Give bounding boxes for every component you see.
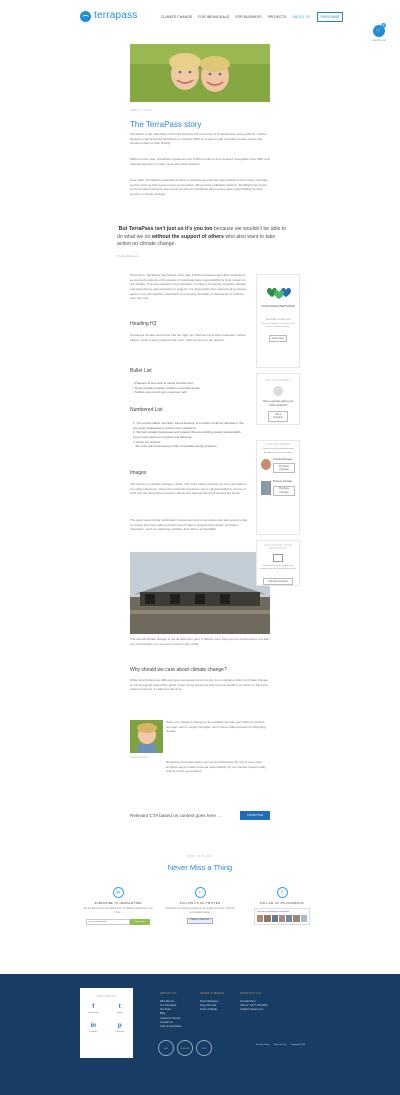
quote-end: who also want to take action on climate change. (117, 233, 276, 248)
facebook-widget[interactable] (254, 908, 310, 925)
never-miss-title: Never Miss a Thing (167, 863, 233, 872)
footer-link[interactable]: Contact Us (160, 1020, 173, 1024)
calculator-card (256, 540, 300, 586)
bullet-item: • Praesent id arcu felis at varius tincidunt sed (133, 381, 193, 385)
footer-link[interactable]: Press Releases (200, 999, 219, 1003)
numbered-item: 2. We help smaller businesses and projects that are building toward sustainability. Learn more about our projects and offerings. (133, 430, 242, 439)
numbered-list-heading: Numbered List (130, 407, 163, 413)
linkedin-icon: in (90, 1023, 96, 1030)
footer-contact-links (240, 1000, 280, 1013)
copyright: Copyright 2015 (290, 1044, 306, 1046)
footer-news-column (200, 992, 236, 1012)
paragraph-4: Since then, TerraPass has helped more than 1,000 businesses and other institutions as well as hundreds of thousands of individuals take responsibility for their impact on the climate. This has resulted in the reduction of millions of pounds of carbon dioxide and greenhouse gas emissions in projects. It's appropriate from reduced greenhouse gases in our atmosphere equivalent to removing hundreds of thousands of vehicles from the road. (130, 273, 247, 301)
promo-title: FLASH SALE STARTS NOW (261, 305, 295, 308)
paragraph-5: Creating a climate-neutral life has the right mix. Bold text and style examples: carbon offsets, clean energy projects and more. Visit our shop to get started. (130, 333, 247, 342)
hero-image (130, 44, 270, 102)
child-photo (130, 720, 163, 753)
nav-item-for-business[interactable]: FOR BUSINESS (235, 14, 262, 19)
privacy-policy-link[interactable]: Privacy Policy (256, 1044, 270, 1046)
article-title: The TerraPass story (130, 120, 202, 129)
logo-icon (80, 11, 91, 22)
verification-seal-icon: VERIFIED (177, 1040, 193, 1056)
stay-in-touch-label: STAY IN TOUCH (187, 855, 213, 858)
twitter-heading: FOLLOW US ON TWITTER (179, 901, 221, 905)
certification-seal-icon: SEAL (158, 1040, 174, 1056)
social-linkedin[interactable]: in LinkedIn (80, 1022, 107, 1034)
bullet-item: • Donec tincidunt sapien at libero venenatis iaculis (133, 385, 200, 390)
pull-quote (117, 226, 289, 249)
newsletter-heading: SUBSCRIBE TO NEWSLETTER (94, 901, 142, 905)
packages-heading: OUR PACKAGES (265, 443, 291, 446)
calculator-text: Find out how much carbon you produce each year and how to offset it. (260, 564, 296, 574)
promo-learn-more-button[interactable]: Learn More (269, 335, 287, 342)
twitter-column (162, 887, 238, 924)
main-nav (161, 12, 343, 22)
cart-icon[interactable]: 🛒 (373, 25, 385, 37)
images-heading: Images (130, 470, 147, 476)
footer-link[interactable]: info@terrapass.com (240, 1008, 264, 1012)
email-input[interactable] (86, 919, 130, 925)
newsletter-column (80, 887, 156, 925)
footer-link[interactable]: Who We Are (160, 999, 175, 1003)
social-pinterest[interactable]: p Pinterest (107, 1022, 134, 1034)
numbered-item: We work with businesses to offer renewable energy solutions. (135, 444, 218, 449)
promo-text: Get free shipping on all orders this week. Limited time only. (261, 322, 295, 329)
twitter-icon[interactable]: t (195, 887, 206, 898)
cart-count-badge: 0 (382, 23, 385, 27)
paragraph-6: The science of climate change is clear. The more carbon dioxide we emit, the warmer our planet becomes. Since the industrial revolution, we've released billions of tons of CO2 into the atmosphere and the effects are already being felt around the world. (130, 482, 247, 496)
paragraph-3: Soon after, TerraPass expanded its focus to address greenhouse gas emissions from other important sectors such as flying and energy consumption. Beyond the individual offering, TerraPass has grown to encompass business and events as well as individuals who need to take responsibility for their impact on climate change. (130, 178, 269, 196)
cart-label: shopping cart (371, 39, 387, 42)
cta-button[interactable]: CTA BUTTON (240, 811, 270, 820)
twitter-text: TerraPass is reducing emissions one project at a time. Join the conversation today. (165, 907, 235, 914)
follow-us-heading: FOLLOW US (97, 995, 116, 998)
barn-image (130, 552, 270, 634)
package-1 (257, 457, 299, 475)
why-heading: Why should we care about climate change? (130, 667, 227, 673)
cta-text: Relevant CTA based on context goes here ... (130, 813, 222, 818)
paragraph-7: The good news is that individuals, businesses and communities can take action today to reduce their own carbon footprint and support projects that reduce emissions elsewhere, such as capturing methane from farms and landfills. (130, 518, 248, 532)
numbered-item-link[interactable]: 3. About our projects (133, 439, 161, 444)
package-2-purchase-button[interactable]: Purchase Package (273, 486, 295, 496)
quote-author: The TerraPass team (117, 255, 139, 258)
promo-subtitle: SHIPPING PROMOTION (265, 318, 291, 321)
follow-twitter-button[interactable]: Follow @TerraPass (187, 918, 213, 924)
quote-start: But TerraPass isn't just us it's you too (118, 226, 213, 232)
quote-bold: without the support of others (151, 233, 224, 240)
subscribe-button[interactable]: Subscribe (130, 919, 150, 925)
bullet-item: • Nullam quis erat id sem ut semper velit (133, 390, 187, 395)
bullet-list (133, 381, 248, 395)
facebook-icon[interactable]: f (277, 887, 288, 898)
bullet-list-heading: Bullet List (130, 368, 152, 374)
footer-legal (256, 1044, 305, 1048)
footer-link[interactable]: Blog (160, 1012, 166, 1016)
paragraph-10: Have you noticed a change in the weather around you? Warmer winters, stronger storms, longer droughts. All of these shifts represent a changing climate. (166, 720, 266, 734)
ask-question-button[interactable]: Ask a Question (268, 411, 288, 422)
footer-link[interactable]: Call us: 1-877-780-0664 (240, 1003, 268, 1007)
social-facebook[interactable]: f Facebook (80, 1003, 107, 1015)
pinterest-icon: p (117, 1023, 122, 1030)
paragraph-9: While all activities use different types and amounts of energy, the cumulative effect of climate change is now being felt around the globe. From rising sea levels and extreme weather to stress on food and water resources, it matters to all of us. (130, 678, 268, 692)
social-twitter[interactable]: t Twitter (107, 1003, 134, 1015)
footer-link[interactable]: Customer Service (160, 1016, 181, 1020)
nav-item-about-us[interactable]: ABOUT US (292, 14, 311, 19)
facebook-widget-text: Join our community on Facebook (257, 911, 290, 914)
ask-expert-heading: ASK AN EXPERT (265, 379, 291, 382)
paragraph-11: Reducing emissions where we can and offsetting the rest is one of the simplest ways to take personal responsibility for our climate impact today and for future generations. (166, 760, 266, 774)
child-caption: A warm welcome (130, 756, 149, 759)
packages-card (256, 440, 300, 535)
calculator-icon (273, 554, 283, 562)
ask-expert-card (256, 373, 300, 425)
nav-item-projects[interactable]: PROJECTS (267, 14, 287, 19)
follow-us-box (80, 988, 133, 1058)
facebook-friend-avatars (257, 915, 307, 922)
article-date: APRIL 1, 2015 (130, 109, 152, 112)
nav-item-for-individuals[interactable]: FOR INDIVIDUALS (198, 14, 230, 19)
package-2-building-icon (261, 481, 271, 495)
heading-h3: Heading H3 (130, 321, 157, 327)
calculator-heading: CALCULATE YOUR FOOTPRINT (263, 544, 293, 551)
terrapass-logo[interactable] (80, 9, 138, 24)
quote-middle: because we wouldn't be able to do what we do (117, 226, 287, 240)
footer-news-heading: NEWS & MEDIA (200, 992, 225, 995)
paragraph-2: Within its first year, TerraPass registered over 2,000 members and received recognition from NBC and national reporters in many news and policy articles. (130, 157, 270, 166)
nav-item-climate-change[interactable]: CLIMATE CHANGE (161, 14, 193, 19)
paragraph-8: The overall climate change is not all about the past. It affects more than just our environment, but also our communities, our economy and our way of life. (130, 637, 270, 646)
expert-avatar (273, 386, 283, 396)
newsletter-text: Get the latest news and offers from TerraPass delivered to your inbox. (83, 907, 153, 914)
barn-photo (130, 552, 270, 634)
footer-contact-column (240, 992, 280, 1012)
package-2 (257, 475, 299, 497)
footer-about-links (160, 1000, 196, 1030)
package-1-purchase-button[interactable]: Purchase Package (273, 463, 295, 473)
package-1-avatar (261, 459, 271, 470)
hearts-icon (257, 283, 301, 305)
promo-card (256, 274, 300, 368)
facebook-icon: f (92, 1004, 95, 1011)
numbered-list (133, 421, 248, 449)
calculate-footprint-button[interactable]: Calculate Footprint (263, 578, 293, 585)
footer-seals (158, 1040, 212, 1056)
quote-mark: “ (117, 226, 119, 232)
footer-link[interactable]: Our Principles (160, 1003, 177, 1007)
packages-text: Choose the right package for your lifestyle and business needs. (261, 448, 295, 454)
facebook-column (244, 887, 320, 925)
hero-photo-children-in-grass (130, 44, 270, 102)
terms-link[interactable]: Terms of Use (273, 1044, 287, 1046)
cert-seal-icon: CERT (196, 1040, 212, 1056)
footer-contact-heading: CONTACT US (240, 992, 262, 995)
footer-link[interactable]: Stay Informed (200, 1003, 217, 1007)
package-2-label: Business Package (273, 481, 292, 484)
newsletter-form (86, 919, 150, 925)
twitter-icon: t (118, 1004, 121, 1011)
footer-about-heading: ABOUT US (160, 992, 177, 995)
footer-link[interactable]: Jobs & Internships (160, 1025, 182, 1029)
facebook-heading: FOLLOW US ON FACEBOOK (260, 901, 304, 905)
child-image (130, 720, 163, 753)
footer-link[interactable]: Our Team (160, 1008, 172, 1012)
purchase-button[interactable]: PURCHASE (317, 12, 344, 22)
footer-about-column (160, 992, 196, 1029)
footer-link[interactable]: Contact Form (240, 999, 256, 1003)
footer-link[interactable]: Press & Media (200, 1008, 217, 1012)
social-grid (80, 1003, 133, 1034)
numbered-item: 1. The world's tallest mountain, Mount Everest, is a carbon footprint calculation. We are using businesses to reduce their emissions. (133, 421, 244, 430)
ask-expert-text: Have a question about your carbon footprint? (262, 400, 294, 408)
footer-news-links (200, 1000, 236, 1013)
logo-text: terrapass (94, 10, 138, 21)
paragraph-intro: TerraPass is the brainchild of Dr. Karl Ulrich at the University of Pennsylvania. Along with Dr. Ulrich's students, Karl launched TerraPass in October 2004 as a way to help everyday people reduce the climate impact of their driving. (130, 132, 267, 146)
envelope-icon: ✉ (113, 887, 124, 898)
package-1-label: Individual Package (273, 459, 293, 462)
